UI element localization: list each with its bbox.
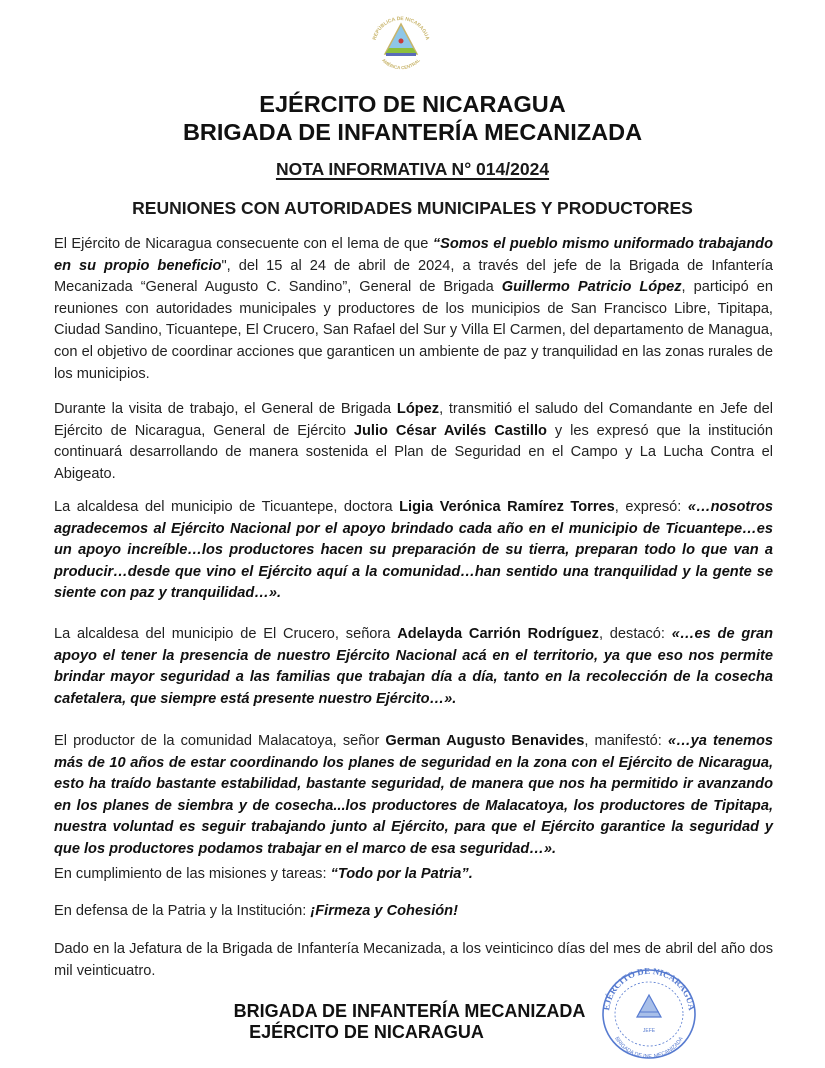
text: Dado en la Jefatura de la Brigada de Infantería Mecanizada, a los veinticinco días del mes de abril del año dos mil veinticuatro. [54, 941, 773, 979]
general-name: Guillermo Patricio López [501, 279, 682, 296]
text: ", del 15 al 24 de abril de 2024, a través del jefe de la Brigada de Infantería Mecanizada “General Augusto C. Sandino”, General de Brigada [54, 257, 773, 296]
note-number: NOTA INFORMATIVA N° 014/2024 [275, 159, 550, 179]
quote-el-crucero: «…es de gran apoyo el tener la presencia de nuestro Ejército Nacional acá en el territorio, ya que eso nos permite brindar mayor seguridad a las familias que trabajan día a día, tanto en la recolección de la cosecha cafetalera, que siempre está presente nuestro Ejército…». [54, 626, 773, 707]
name-mayor-el-crucero: Adelayda Carrión Rodríguez [397, 626, 599, 642]
svg-text:EJÉRCITO DE NICARAGUA: EJÉRCITO DE NICARAGUA [601, 965, 697, 1012]
subject-heading: REUNIONES CON AUTORIDADES MUNICIPALES Y PRODUCTORES [132, 198, 693, 218]
footer-brigade: BRIGADA DE INFANTERÍA MECANIZADA [233, 1001, 586, 1021]
footer-army: EJÉRCITO DE NICARAGUA [249, 1022, 484, 1042]
motto-todo-por-la-patria: “Todo por la Patria”. [330, 866, 473, 882]
text: , transmitió el saludo del Comandante en Jefe del Ejército de Nicaragua, General de Ejército [54, 401, 773, 439]
paragraph-defense [54, 901, 773, 923]
paragraph-intro [54, 234, 773, 385]
quote-producer: «…ya tenemos más de 10 años de estar coordinando los planes de seguridad en la zona con el Ejército de Nicaragua, esto ha traído bastante estabilidad, bastante seguridad, de manera que nos ha permitido ir avanzando en los planes de siembra y de cosecha...los productores de Malacatoya, los productores de Tipitapa, nuestra voluntad es seguir trabajando junto al Ejército, para que el Ejército garantice la seguridad y que los productores podamos trabajar en el marco de esa seguridad…». [54, 733, 773, 857]
header-title-army: EJÉRCITO DE NICARAGUA [259, 91, 566, 117]
text: , expresó: [614, 499, 688, 515]
text: La alcaldesa del municipio de Ticuantepe, doctora [54, 499, 400, 515]
text: Durante la visita de trabajo, el General de Brigada [54, 401, 397, 417]
text: En defensa de la Patria y la Institución: [54, 903, 311, 919]
svg-text:REPÚBLICA DE NICARAGUA: REPÚBLICA DE NICARAGUA [371, 15, 431, 41]
text: , manifestó: [584, 733, 668, 749]
text: y les expresó que la institución continuará desarrollando de manera sostenida el Plan de Seguridad en el Campo y La Lucha Contra el Abigeato. [54, 422, 773, 482]
paragraph-mission [54, 864, 773, 886]
text: , destacó: [598, 626, 672, 642]
paragraph-ticuantepe [54, 497, 773, 605]
svg-text:JEFE: JEFE [642, 1028, 656, 1034]
paragraph-el-crucero [54, 624, 773, 710]
text: En cumplimiento de las misiones y tareas: [54, 866, 331, 882]
paragraph-visit [54, 399, 773, 485]
motto-quote: “Somos el pueblo mismo uniformado trabajando en su propio beneficio [54, 236, 773, 274]
quote-ticuantepe: «…nosotros agradecemos al Ejército Nacional por el apoyo brindado cada año en el municipio de Ticuantepe…es un apoyo increíble…los productores hacen su preparación de su tierra, preparan todo lo que van a producir…desde que vino el Ejército aquí a la comunidad…han sentido una tranquilidad y la gente se siente con paz y tranquilidad…». [54, 499, 773, 602]
text: El productor de la comunidad Malacatoya, señor [54, 733, 386, 749]
note-number-heading [0, 158, 825, 180]
motto-firmeza: ¡Firmeza y Cohesión! [310, 903, 458, 919]
national-coat-of-arms-seal [365, 12, 437, 76]
svg-text:AMÉRICA CENTRAL: AMÉRICA CENTRAL [380, 57, 422, 71]
name-mayor-ticuantepe: Ligia Verónica Ramírez Torres [399, 499, 615, 515]
header-title-brigade: BRIGADA DE INFANTERÍA MECANIZADA [182, 119, 643, 145]
svg-text:BRIGADA DE INF. MECANIZADA: BRIGADA DE INF. MECANIZADA [613, 1036, 685, 1061]
paragraph-malacatoya [54, 731, 773, 861]
text: El Ejército de Nicaragua consecuente con el lema de que [54, 236, 433, 252]
name-producer: German Augusto Benavides [385, 733, 585, 749]
name-commander: Julio César Avilés Castillo [353, 422, 547, 439]
name-lopez: López [396, 401, 440, 417]
official-stamp-icon [593, 962, 705, 1062]
text: La alcaldesa del municipio de El Crucero, señora [54, 626, 398, 642]
text: , participó en reuniones con autoridades municipales y productores de los municipios de San Francisco Libre, Tipitapa, Ciudad Sandino, Ticuantepe, El Crucero, San Rafael del Sur y Villa El Carmen, del departamento de Managua, con el objetivo de coordinar acciones que garanticen un ambiente de paz y tranquilidad en las zonas rurales de los municipios. [54, 279, 773, 382]
